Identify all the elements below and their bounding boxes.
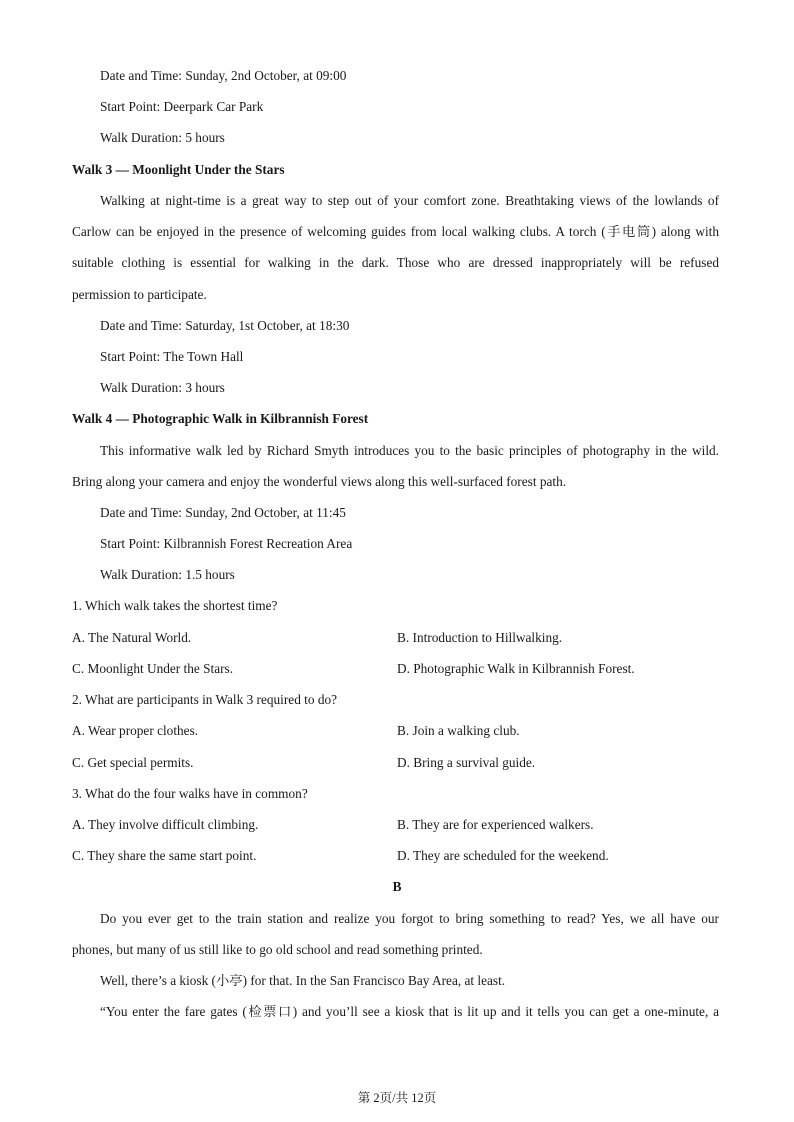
option-d: D. Photographic Walk in Kilbrannish Forest. bbox=[397, 661, 635, 676]
section-b-paragraph-line: “You enter the fare gates (检票口) and you’ll see a kiosk that is lit up and it tells you can get a one-minute, a bbox=[100, 1004, 719, 1019]
option-b: B. Introduction to Hillwalking. bbox=[397, 630, 563, 645]
option-b: B. Join a walking club. bbox=[397, 723, 520, 738]
option-a: A. Wear proper clothes. bbox=[72, 723, 199, 738]
option-b: B. They are for experienced walkers. bbox=[397, 817, 594, 832]
walk4-date: Date and Time: Sunday, 2nd October, at 11:45 bbox=[100, 505, 346, 520]
walk4-paragraph-line: Bring along your camera and enjoy the wonderful views along this well-surfaced forest path. bbox=[72, 474, 567, 489]
option-c: C. Moonlight Under the Stars. bbox=[72, 661, 234, 676]
page-number: 第 2页/共 12页 bbox=[357, 1091, 437, 1105]
section-b-heading: B bbox=[392, 879, 402, 894]
question-stem: 1. Which walk takes the shortest time? bbox=[72, 598, 278, 613]
walk2-duration: Walk Duration: 5 hours bbox=[100, 130, 225, 145]
walk3-title: Walk 3 — Moonlight Under the Stars bbox=[72, 162, 285, 177]
option-d: D. They are scheduled for the weekend. bbox=[397, 848, 609, 863]
walk3-paragraph-line: permission to participate. bbox=[72, 287, 207, 302]
option-c: C. They share the same start point. bbox=[72, 848, 257, 863]
walk3-start-point: Start Point: The Town Hall bbox=[100, 349, 244, 364]
walk3-duration: Walk Duration: 3 hours bbox=[100, 380, 225, 395]
section-b-paragraph-line: phones, but many of us still like to go old school and read something printed. bbox=[72, 942, 483, 957]
walk4-paragraph-line: This informative walk led by Richard Smyth introduces you to the basic principles of photography in the wild. bbox=[100, 443, 719, 458]
walk4-title: Walk 4 — Photographic Walk in Kilbrannish Forest bbox=[72, 411, 369, 426]
walk3-paragraph-line: suitable clothing is essential for walking in the dark. Those who are dressed inappropriately will be refused bbox=[72, 255, 719, 270]
question-stem: 2. What are participants in Walk 3 required to do? bbox=[72, 692, 338, 707]
section-b-paragraph-line: Do you ever get to the train station and realize you forgot to bring something to read? Yes, we all have our bbox=[100, 911, 719, 926]
option-a: A. The Natural World. bbox=[72, 630, 192, 645]
walk4-start-point: Start Point: Kilbrannish Forest Recreation Area bbox=[100, 536, 353, 551]
option-d: D. Bring a survival guide. bbox=[397, 755, 536, 770]
walk2-date: Date and Time: Sunday, 2nd October, at 09:00 bbox=[100, 68, 347, 83]
option-c: C. Get special permits. bbox=[72, 755, 194, 770]
walk3-date: Date and Time: Saturday, 1st October, at 18:30 bbox=[100, 318, 350, 333]
walk2-start-point: Start Point: Deerpark Car Park bbox=[100, 99, 264, 114]
walk4-duration: Walk Duration: 1.5 hours bbox=[100, 567, 235, 582]
question-stem: 3. What do the four walks have in common? bbox=[72, 786, 308, 801]
section-b-paragraph: Well, there’s a kiosk (小亭) for that. In the San Francisco Bay Area, at least. bbox=[100, 973, 506, 988]
option-a: A. They involve difficult climbing. bbox=[72, 817, 259, 832]
walk3-paragraph-line: Walking at night-time is a great way to step out of your comfort zone. Breathtaking views of the lowlands of bbox=[100, 193, 719, 208]
walk3-paragraph-line: Carlow can be enjoyed in the presence of welcoming guides from local walking clubs. A torch (手电筒) along with bbox=[72, 224, 719, 239]
